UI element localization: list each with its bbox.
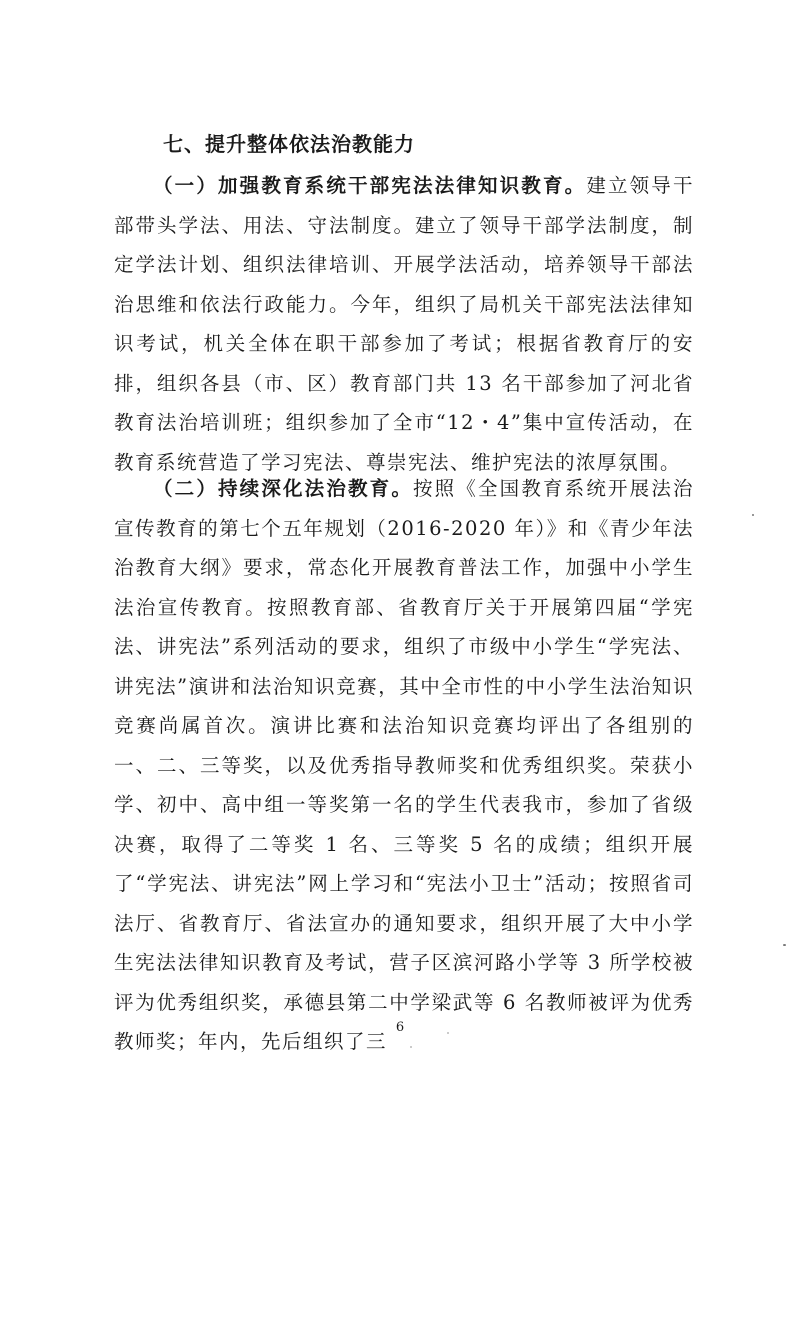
paragraph-body-text: 建立领导干部带头学法、用法、守法制度。建立了领导干部学法制度，制定学法计划、组织法律培训、开展学法活动，培养领导干部法治思维和依法行政能力。今年，组织了局机关干部宪法法律知识考试，机关全体在职干部参加了考试；根据省教育厅的安排，组织各县（市、区）教育部门共 13 名干部参加了河北省教育法治培训班；组织参加了全市“12・4”集中宣传活动，在教育系统营造了学习宪法、尊崇宪法、维护宪法的浓厚氛围。 [114,174,694,474]
scan-speck [752,514,754,516]
page-number: 6 [395,1020,405,1035]
scan-speck [447,1032,449,1034]
paragraph-cadre-legal-education [114,166,694,482]
paragraph-lead-heading: （二）持续深化法治教育。 [153,477,413,500]
paragraph-body-text: 按照《全国教育系统开展法治宣传教育的第七个五年规划（2016-2020 年）》和《青少年法治教育大纲》要求，常态化开展教育普法工作，加强中小学生法治宣传教育。按照教育部、省教育厅关于开展第四届“学宪法、讲宪法”系列活动的要求，组织了市级中小学生“学宪法、讲宪法”演讲和法治知识竞赛，其中全市性的中小学生法治知识竞赛尚属首次。演讲比赛和法治知识竞赛均评出了各组别的一、二、三等奖，以及优秀指导教师奖和优秀组织奖。荣获小学、初中、高中组一等奖第一名的学生代表我市，参加了省级决赛，取得了二等奖 1 名、三等奖 5 名的成绩；组织开展了“学宪法、讲宪法”网上学习和“宪法小卫士”活动；按照省司法厅、省教育厅、省法宣办的通知要求，组织开展了大中小学生宪法法律知识教育及考试，营子区滨河路小学等 3 所学校被评为优秀组织奖，承德县第二中学梁武等 6 名教师被评为优秀教师奖；年内，先后组织了三 [114,477,694,1053]
scan-speck [410,1046,412,1048]
section-heading: 七、提升整体依法治教能力 [163,132,415,156]
paragraph-lead-heading: （一）加强教育系统干部宪法法律知识教育。 [153,174,587,197]
paragraph-rule-of-law-education [114,469,694,1062]
scan-speck [783,944,786,946]
